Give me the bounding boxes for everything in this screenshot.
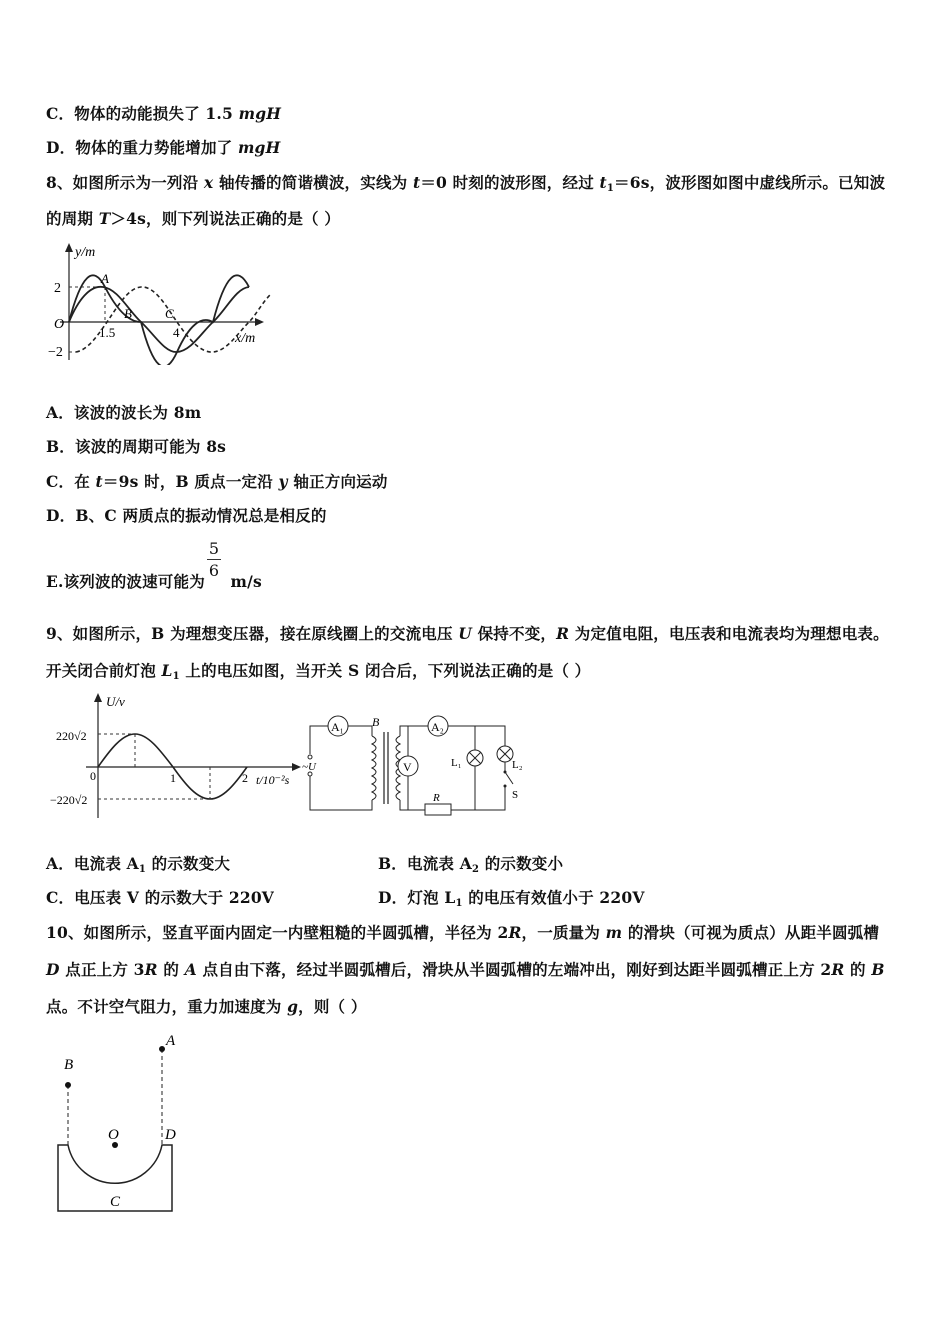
q9-option-d: D．灯泡 $L_1$ 的电压有效值小于 220V xyxy=(378,888,645,909)
q8-fig-xlabel: x/m xyxy=(235,331,256,346)
svg-text:A: A xyxy=(166,1033,176,1049)
svg-text:1.5: 1.5 xyxy=(99,325,116,340)
q9-option-a: A．电流表 $A_1$ 的示数变大 xyxy=(46,854,231,875)
svg-text:1: 1 xyxy=(170,771,176,785)
point-a-dot xyxy=(159,1046,165,1052)
q9-circuit-diagram xyxy=(300,706,540,826)
q9-option-c: C．电压表 V 的示数大于 220V xyxy=(46,888,275,907)
q9-option-b: B．电流表 $A_2$ 的示数变小 xyxy=(378,854,564,875)
q10-stem-line2: D 点正上方 3R 的 A 点自由下落，经过半圆弧槽后，滑块从半圆弧槽的左端冲出，刚好到达距半圆弧槽正上方 2R 的 B xyxy=(46,960,885,979)
svg-text:2: 2 xyxy=(242,771,248,785)
svg-text:O: O xyxy=(54,317,65,332)
svg-text:V: V xyxy=(403,760,412,774)
q8-option-e: E.该列波的波速可能为 $\frac{5}{6}$ m/s xyxy=(46,539,262,591)
svg-text:U/v: U/v xyxy=(106,694,125,709)
q9-voltage-graph xyxy=(46,690,306,825)
svg-text:~U: ~U xyxy=(302,761,316,773)
q8-stem-line1: 8、如图所示为一列沿 x 轴传播的简谐横波，实线为 t＝0 时刻的波形图，经过 $t_1=6s$，波形图如图中虚线所示。已知波 xyxy=(46,173,886,194)
q8-option-d: D．B、C 两质点的振动情况总是相反的 xyxy=(46,506,327,525)
svg-text:L₁: L₁ xyxy=(451,757,462,769)
point-b-dot xyxy=(65,1082,71,1088)
q7-option-c: C．物体的动能损失了 1.5 mgH xyxy=(46,104,282,123)
wave-solid-curve xyxy=(69,275,249,365)
svg-text:O: O xyxy=(108,1127,119,1143)
switch-s xyxy=(505,772,513,784)
svg-text:A₁: A₁ xyxy=(331,720,344,734)
q8-option-b: B．该波的周期可能为 8s xyxy=(46,437,227,456)
svg-text:−2: −2 xyxy=(48,345,63,360)
svg-text:B: B xyxy=(64,1057,74,1073)
svg-text:4: 4 xyxy=(173,325,180,340)
q8-fig-ylabel: y/m xyxy=(75,245,96,260)
q10-stem-line3: 点。不计空气阻力，重力加速度为 g，则（ ） xyxy=(46,997,367,1016)
resistor-r xyxy=(425,804,451,815)
q8-wave-figure xyxy=(40,240,280,365)
svg-text:D: D xyxy=(165,1127,176,1143)
q10-stem-line1: 10、如图所示，竖直平面内固定一内壁粗糙的半圆弧槽，半径为 2R，一质量为 m 的滑块（可视为质点）从距半圆弧槽 xyxy=(46,923,880,942)
fraction-5-6: $\frac{5}{6}$ xyxy=(208,539,220,580)
svg-text:C: C xyxy=(110,1194,121,1210)
svg-text:0: 0 xyxy=(90,769,96,783)
q8-option-c: C．在 t＝9s 时，B 质点一定沿 y 轴正方向运动 xyxy=(46,472,388,491)
svg-text:L₂: L₂ xyxy=(512,759,523,771)
point-a-label: A xyxy=(101,271,109,286)
svg-text:2: 2 xyxy=(54,281,61,296)
q9-stem-line2: 开关闭合前灯泡 $L_1$ 上的电压如图，当开关 S 闭合后，下列说法正确的是（ ） xyxy=(46,661,591,682)
svg-text:−220√2: −220√2 xyxy=(50,793,88,807)
svg-text:B: B xyxy=(372,715,380,729)
svg-text:S: S xyxy=(512,789,519,801)
point-c-label: C xyxy=(165,306,174,321)
svg-text:t/10⁻²s: t/10⁻²s xyxy=(256,773,290,787)
q10-semicircle-figure xyxy=(50,1025,190,1220)
q9-stem-line1: 9、如图所示，B 为理想变压器，接在原线圈上的交流电压 U 保持不变，R 为定值电阻，电压表和电流表均为理想电表。 xyxy=(46,624,889,643)
svg-text:220√2: 220√2 xyxy=(56,729,87,743)
q8-option-a: A．该波的波长为 8m xyxy=(46,403,202,422)
point-b-label: B xyxy=(124,306,132,321)
q7-option-d: D．物体的重力势能增加了 mgH xyxy=(46,138,281,157)
svg-text:A₂: A₂ xyxy=(431,720,444,734)
svg-text:R: R xyxy=(433,792,440,804)
q8-stem-line2: 的周期 T＞4s，则下列说法正确的是（ ） xyxy=(46,209,341,228)
